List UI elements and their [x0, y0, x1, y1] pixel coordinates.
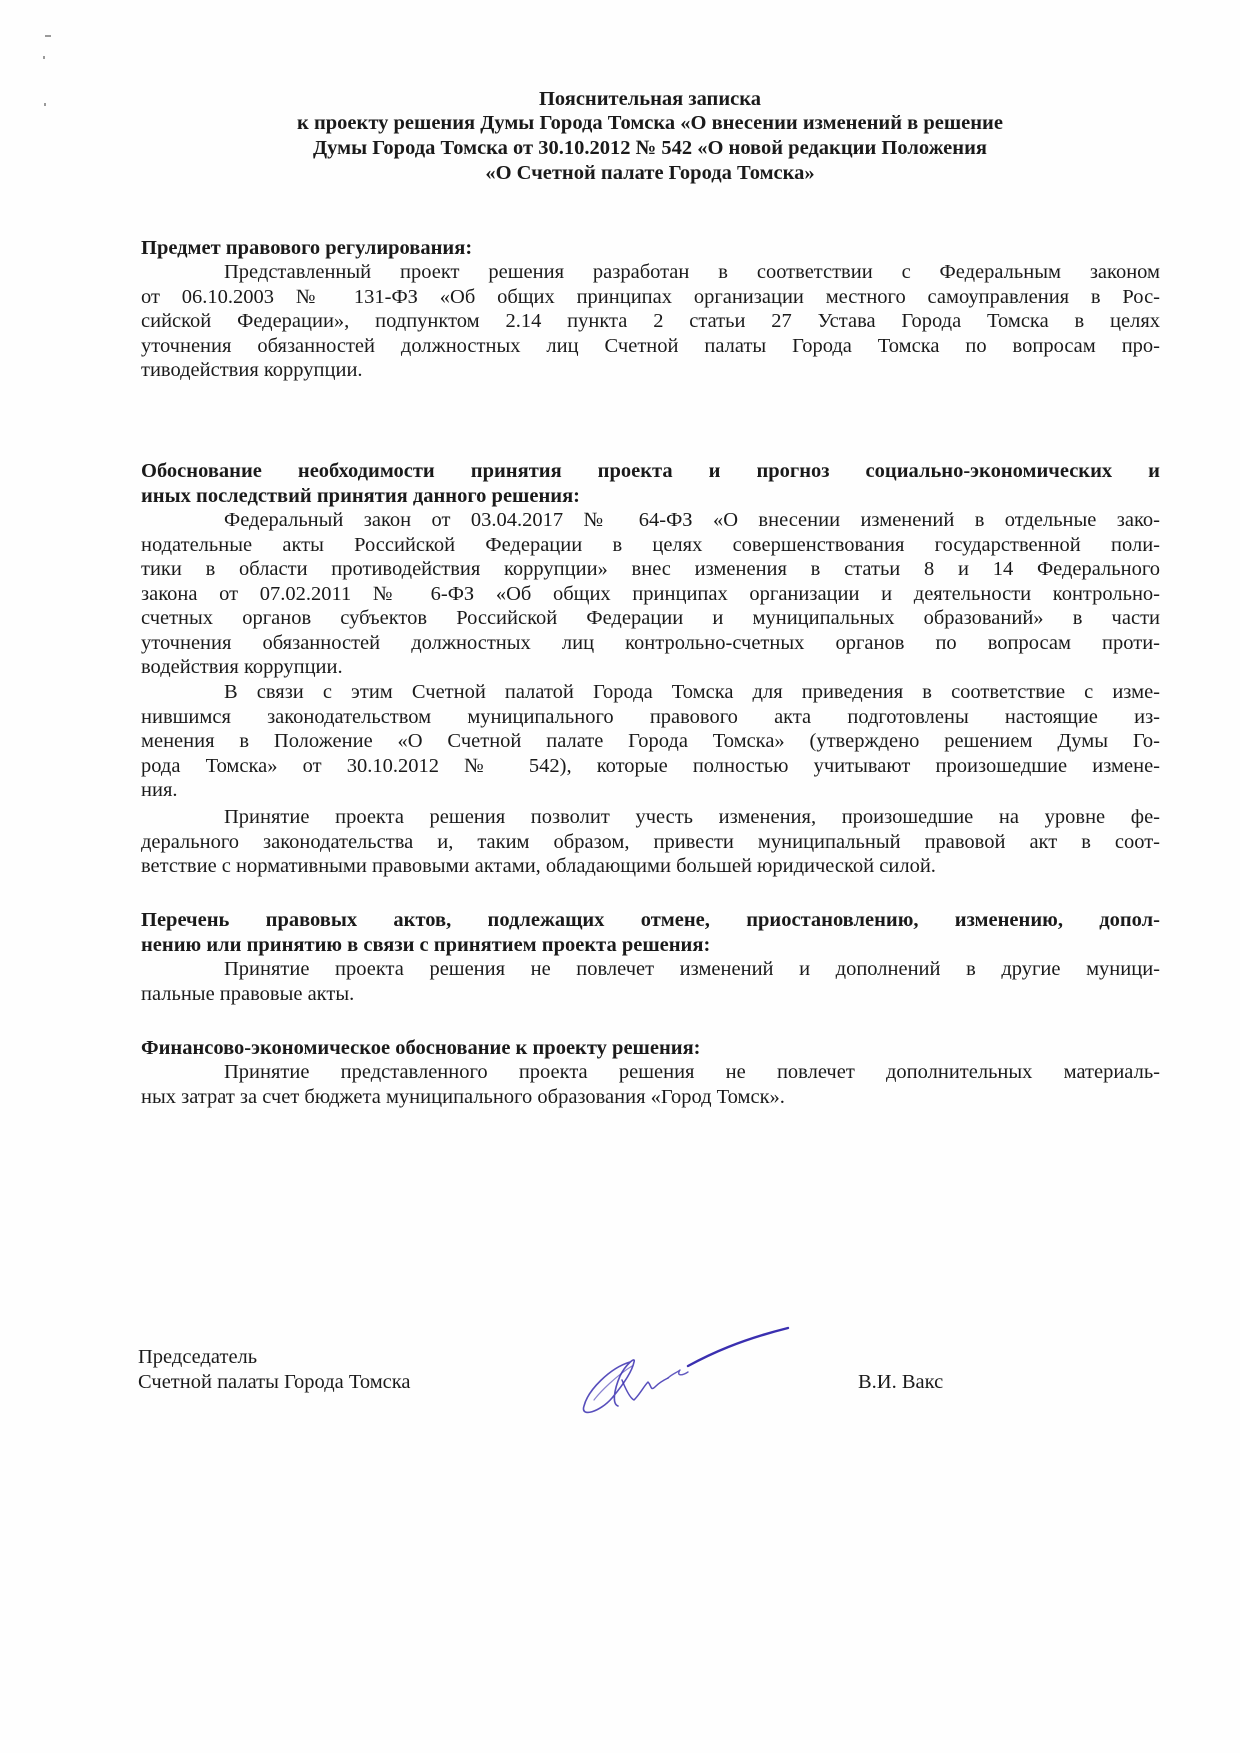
section-heading-affected-acts [141, 908, 1160, 957]
text-line: закона от 07.02.2011 № 6-ФЗ «Об общих принципах организации и деятельности контрольно- [141, 582, 1160, 605]
section-heading-financial [141, 1036, 1160, 1061]
text-line: ных затрат за счет бюджета муниципального образования «Город Томск». [141, 1085, 785, 1108]
section-heading-subject [141, 236, 1160, 261]
signer-name: В.И. Вакс [858, 1371, 944, 1393]
heading-line: Обоснование необходимости принятия проекта и прогноз социально-экономических и [141, 460, 1160, 482]
heading-line: Предмет правового регулирования: [141, 237, 473, 259]
text-line: от 06.10.2003 № 131-ФЗ «Об общих принципах организации местного самоуправления в Рос- [141, 285, 1160, 308]
section-heading-justification [141, 459, 1160, 508]
paragraph [141, 260, 1160, 383]
title-line: Пояснительная записка [538, 88, 762, 110]
paragraph [141, 805, 1160, 879]
text-line: ветствие с нормативными правовыми актами, обладающими большей юридической силой. [141, 855, 936, 877]
paragraph [141, 957, 1160, 1006]
text-line: Представленный проект решения разработан в соответствии с Федеральным законом [224, 261, 1160, 283]
text-line: уточнения обязанностей должностных лиц Счетной палаты Города Томска по вопросам про- [141, 334, 1160, 357]
scan-noise-mark [43, 56, 45, 59]
heading-line: Финансово-экономическое обоснование к проекту решения: [141, 1037, 701, 1059]
text-line: нившимся законодательством муниципального правового акта подготовлены настоящие из- [141, 705, 1160, 728]
text-line: счетных органов субъектов Российской Федерации и муниципальных образований» в части [141, 607, 1160, 629]
text-line: ния. [141, 779, 178, 801]
title-line: к проекту решения Думы Города Томска «О внесении изменений в решение [297, 112, 1003, 134]
text-line: Принятие представленного проекта решения не повлечет дополнительных материаль- [224, 1061, 1160, 1083]
scan-noise-mark [44, 103, 46, 106]
signer-position [138, 1345, 411, 1395]
text-line: рода Томска» от 30.10.2012 № 542), которые полностью учитывают произошедшие измене- [141, 754, 1160, 777]
text-line: уточнения обязанностей должностных лиц контрольно-счетных органов по вопросам проти- [141, 631, 1160, 654]
title-line: Думы Города Томска от 30.10.2012 № 542 «О новой редакции Положения [313, 137, 987, 159]
text-line: пальные правовые акты. [141, 982, 355, 1005]
text-line: Принятие проекта решения не повлечет изменений и дополнений в другие муници- [224, 958, 1160, 980]
heading-line: иных последствий принятия данного решения: [141, 484, 580, 507]
heading-line: нению или принятию в связи с принятием проекта решения: [141, 933, 711, 956]
text-line: тики в области противодействия коррупции» внес изменения в статьи 8 и 14 Федерального [141, 558, 1160, 580]
text-line: менения в Положение «О Счетной палате Города Томска» (утверждено решением Думы Го- [141, 730, 1160, 752]
text-line: дерального законодательства и, таким образом, привести муниципальный правовой акт в соот- [141, 830, 1160, 853]
title-line: «О Счетной палате Города Томска» [485, 162, 815, 184]
paragraph [141, 1060, 1160, 1109]
text-line: Принятие проекта решения позволит учесть изменения, произошедшие на уровне фе- [224, 806, 1160, 828]
text-line: сийской Федерации», подпунктом 2.14 пункта 2 статьи 27 Устава Города Томска в целях [141, 310, 1160, 332]
text-line: тиводействия коррупции. [141, 359, 363, 381]
document-title [140, 87, 1160, 185]
scan-noise-mark [45, 35, 51, 37]
heading-line: Перечень правовых актов, подлежащих отмене, приостановлению, изменению, допол- [141, 909, 1160, 931]
text-line: Федеральный закон от 03.04.2017 № 64-ФЗ «О внесении изменений в отдельные зако- [224, 509, 1160, 531]
paragraph [141, 680, 1160, 803]
signer-position-line: Счетной палаты Города Томска [138, 1371, 411, 1393]
handwritten-signature-icon [560, 1320, 790, 1430]
signer-position-line: Председатель [138, 1346, 258, 1368]
paragraph [141, 508, 1160, 680]
text-line: нодательные акты Российской Федерации в целях совершенствования государственной поли- [141, 533, 1160, 556]
text-line: В связи с этим Счетной палатой Города Томска для приведения в соответствие с изме- [224, 681, 1160, 703]
text-line: водействия коррупции. [141, 656, 343, 678]
